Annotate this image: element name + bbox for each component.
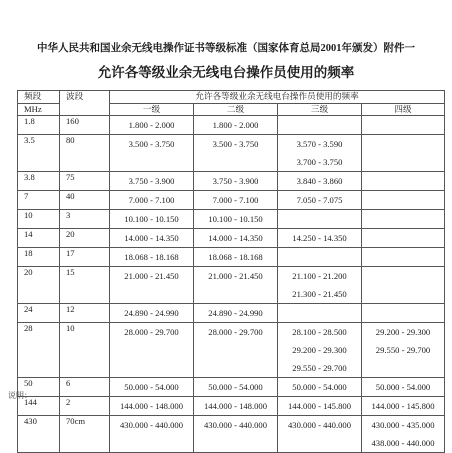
frequency-range: 18.068 - 18.168 bbox=[124, 252, 179, 263]
wave-cell: 160 bbox=[60, 116, 110, 135]
level-4-cell bbox=[362, 191, 445, 210]
frequency-range: 430.000 - 440.000 bbox=[119, 420, 184, 431]
frequency-range: 24.890 - 24.990 bbox=[124, 308, 179, 319]
frequency-range: 14.250 - 14.350 bbox=[292, 233, 347, 244]
level-4-header-cell: 四级 bbox=[362, 103, 445, 116]
level-3-cell bbox=[278, 229, 362, 248]
frequency-range: 14.000 - 14.350 bbox=[124, 233, 179, 244]
level-1-cell bbox=[110, 267, 194, 304]
level-2-cell bbox=[194, 210, 278, 229]
level-3-cell bbox=[278, 116, 362, 135]
wave-cell: 6 bbox=[60, 378, 110, 397]
level-2-cell bbox=[194, 323, 278, 378]
table-row bbox=[18, 378, 445, 397]
wave-cell: 17 bbox=[60, 248, 110, 267]
level-3-cell bbox=[278, 267, 362, 304]
wave-cell: 70cm bbox=[60, 416, 110, 453]
frequency-range: 438.000 - 440.000 bbox=[371, 438, 435, 449]
frequency-range: 430.000 - 440.000 bbox=[203, 420, 268, 431]
wave-cell: 12 bbox=[60, 304, 110, 323]
wave-cell: 40 bbox=[60, 191, 110, 210]
band-cell: 144 bbox=[18, 397, 60, 416]
frequency-range: 28.000 - 29.700 bbox=[208, 327, 263, 338]
band-unit-cell: MHz bbox=[18, 103, 60, 116]
table-header-row bbox=[18, 91, 445, 104]
frequency-range: 430.000 - 435.000 bbox=[371, 420, 435, 431]
frequency-range: 18.068 - 18.168 bbox=[208, 252, 263, 263]
level-1-cell bbox=[110, 116, 194, 135]
frequency-range: 29.200 - 29.300 bbox=[375, 327, 431, 338]
level-3-cell bbox=[278, 191, 362, 210]
level-4-cell bbox=[362, 116, 445, 135]
frequency-range: 7.050 - 7.075 bbox=[296, 195, 343, 206]
level-1-cell bbox=[110, 304, 194, 323]
wave-cell: 20 bbox=[60, 229, 110, 248]
level-1-cell bbox=[110, 416, 194, 453]
document-header: 中华人民共和国业余无线电操作证书等级标准（国家体育总局2001年颁发）附件一 bbox=[37, 43, 415, 54]
band-cell: 10 bbox=[18, 210, 60, 229]
frequency-range: 3.750 - 3.900 bbox=[128, 176, 175, 187]
band-cell: 50 bbox=[18, 378, 60, 397]
frequency-range: 21.100 - 21.200 bbox=[292, 271, 347, 282]
frequency-range: 3.750 - 3.900 bbox=[212, 176, 259, 187]
table-row bbox=[18, 191, 445, 210]
frequency-range: 21.300 - 21.450 bbox=[292, 289, 347, 300]
frequency-range: 7.000 - 7.100 bbox=[212, 195, 259, 206]
level-1-cell bbox=[110, 172, 194, 191]
level-3-cell bbox=[278, 172, 362, 191]
band-cell: 24 bbox=[18, 304, 60, 323]
frequency-range: 10.100 - 10.150 bbox=[208, 214, 263, 225]
level-3-cell bbox=[278, 248, 362, 267]
level-3-cell bbox=[278, 135, 362, 172]
level-4-cell bbox=[362, 378, 445, 397]
frequency-range: 3.700 - 3.750 bbox=[296, 157, 343, 168]
frequency-range: 50.000 - 54.000 bbox=[208, 382, 263, 393]
table-row bbox=[18, 323, 445, 378]
level-1-cell bbox=[110, 191, 194, 210]
band-cell: 18 bbox=[18, 248, 60, 267]
level-1-cell bbox=[110, 210, 194, 229]
frequency-range: 29.200 - 29.300 bbox=[292, 345, 347, 356]
level-1-cell bbox=[110, 229, 194, 248]
level-1-cell bbox=[110, 323, 194, 378]
level-4-cell bbox=[362, 229, 445, 248]
level-2-cell bbox=[194, 191, 278, 210]
group-header-cell: 允许各等级业余无线电台操作员使用的频率 bbox=[110, 91, 445, 104]
wave-cell: 2 bbox=[60, 397, 110, 416]
level-2-cell bbox=[194, 378, 278, 397]
frequency-range: 21.000 - 21.450 bbox=[208, 271, 263, 282]
frequency-range: 7.000 - 7.100 bbox=[128, 195, 175, 206]
frequency-range: 1.800 - 2.000 bbox=[128, 120, 175, 131]
band-cell: 1.8 bbox=[18, 116, 60, 135]
band-cell: 3.8 bbox=[18, 172, 60, 191]
level-2-cell bbox=[194, 116, 278, 135]
wave-cell: 75 bbox=[60, 172, 110, 191]
level-3-cell bbox=[278, 210, 362, 229]
level-2-cell bbox=[194, 304, 278, 323]
frequency-table bbox=[17, 90, 445, 453]
level-4-cell bbox=[362, 416, 445, 453]
frequency-range: 14.000 - 14.350 bbox=[208, 233, 263, 244]
frequency-range: 21.000 - 21.450 bbox=[124, 271, 179, 282]
level-2-cell bbox=[194, 416, 278, 453]
band-header-cell: 频段 bbox=[18, 91, 60, 104]
table-row bbox=[18, 248, 445, 267]
level-2-cell bbox=[194, 248, 278, 267]
band-cell: 14 bbox=[18, 229, 60, 248]
frequency-range: 29.550 - 29.700 bbox=[292, 363, 347, 374]
frequency-range: 144.000 - 148.000 bbox=[203, 401, 268, 412]
wave-cell: 10 bbox=[60, 323, 110, 378]
frequency-range: 144.000 - 145.800 bbox=[371, 401, 435, 412]
level-1-cell bbox=[110, 248, 194, 267]
level-2-cell bbox=[194, 135, 278, 172]
wave-header-cell: 波段 bbox=[60, 91, 110, 116]
level-4-cell bbox=[362, 172, 445, 191]
frequency-range: 3.500 - 3.750 bbox=[212, 139, 259, 150]
wave-cell: 3 bbox=[60, 210, 110, 229]
level-4-cell bbox=[362, 323, 445, 378]
frequency-range: 3.840 - 3.860 bbox=[296, 176, 343, 187]
level-3-cell bbox=[278, 323, 362, 378]
table-row bbox=[18, 267, 445, 304]
level-1-cell bbox=[110, 378, 194, 397]
band-cell: 430 bbox=[18, 416, 60, 453]
table-row bbox=[18, 210, 445, 229]
frequency-range: 50.000 - 54.000 bbox=[292, 382, 347, 393]
frequency-range: 50.000 - 54.000 bbox=[375, 382, 431, 393]
level-2-cell bbox=[194, 172, 278, 191]
frequency-range: 24.890 - 24.990 bbox=[208, 308, 263, 319]
frequency-table-body bbox=[18, 91, 445, 453]
level-4-cell bbox=[362, 210, 445, 229]
frequency-range: 50.000 - 54.000 bbox=[124, 382, 179, 393]
level-3-cell bbox=[278, 416, 362, 453]
document-title: 允许各等级业余无线电台操作员使用的频率 bbox=[97, 65, 355, 80]
band-cell: 28 bbox=[18, 323, 60, 378]
level-3-cell bbox=[278, 378, 362, 397]
frequency-range: 10.100 - 10.150 bbox=[124, 214, 179, 225]
level-2-cell bbox=[194, 267, 278, 304]
level-4-cell bbox=[362, 248, 445, 267]
level-4-cell bbox=[362, 135, 445, 172]
band-cell: 7 bbox=[18, 191, 60, 210]
frequency-range: 29.550 - 29.700 bbox=[375, 345, 431, 356]
level-3-header-cell: 三级 bbox=[278, 103, 362, 116]
table-row bbox=[18, 172, 445, 191]
table-row bbox=[18, 135, 445, 172]
level-2-cell bbox=[194, 229, 278, 248]
band-cell: 20 bbox=[18, 267, 60, 304]
frequency-range: 144.000 - 145.800 bbox=[287, 401, 352, 412]
table-row bbox=[18, 304, 445, 323]
band-cell: 3.5 bbox=[18, 135, 60, 172]
footer-note: 说明： bbox=[8, 391, 32, 400]
frequency-range: 430.000 - 440.000 bbox=[287, 420, 352, 431]
level-4-cell bbox=[362, 267, 445, 304]
wave-cell: 80 bbox=[60, 135, 110, 172]
frequency-range: 28.000 - 29.700 bbox=[124, 327, 179, 338]
frequency-range: 3.570 - 3.590 bbox=[296, 139, 343, 150]
frequency-range: 3.500 - 3.750 bbox=[128, 139, 175, 150]
level-4-cell bbox=[362, 304, 445, 323]
frequency-range: 1.800 - 2.000 bbox=[212, 120, 259, 131]
level-2-header-cell: 二级 bbox=[194, 103, 278, 116]
table-row bbox=[18, 416, 445, 453]
level-3-cell bbox=[278, 304, 362, 323]
frequency-range: 144.000 - 148.000 bbox=[119, 401, 184, 412]
level-1-cell bbox=[110, 135, 194, 172]
table-row bbox=[18, 116, 445, 135]
level-1-header-cell: 一级 bbox=[110, 103, 194, 116]
table-row bbox=[18, 229, 445, 248]
wave-cell: 15 bbox=[60, 267, 110, 304]
frequency-range: 28.100 - 28.500 bbox=[292, 327, 347, 338]
